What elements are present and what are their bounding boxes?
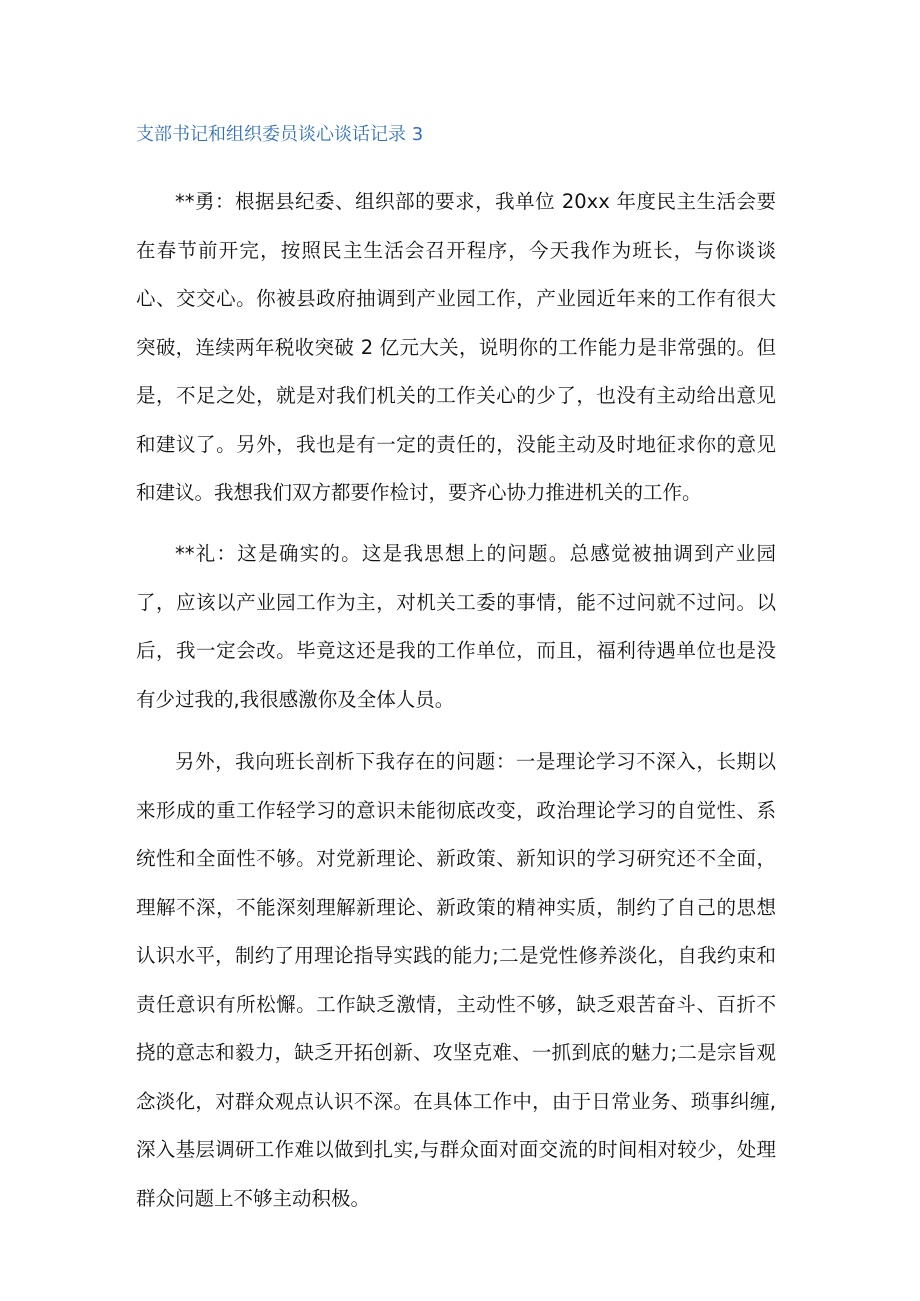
paragraph-li-response: **礼：这是确实的。这是我思想上的问题。总感觉被抽调到产业园了，应该以产业园工作为主，对机关工委的事情，能不过问就不过问。以后，我一定会改。毕竟这还是我的工作单位，而且，福利待遇单位也是没有少过我的,我很感激你及全体人员。	[136, 542, 776, 711]
paragraph-yong-statement: **勇：根据县纪委、组织部的要求，我单位 20xx 年度民主生活会要在春节前开完，按照民主生活会召开程序，今天我作为班长，与你谈谈心、交交心。你被县政府抽调到产业园工作，产业园近年来的工作有很大突破，连续两年税收突破 2 亿元大关，说明你的工作能力是非常强的。但是，不足之处，就是对我们机关的工作关心的少了，也没有主动给出意见和建议了。另外，我也是有一定的责任的，没能主动及时地征求你的意见和建议。我想我们双方都要作检讨，要齐心协力推进机关的工作。	[136, 190, 776, 504]
paragraph-self-analysis: 另外，我向班长剖析下我存在的问题：一是理论学习不深入，长期以来形成的重工作轻学习的意识未能彻底改变，政治理论学习的自觉性、系统性和全面性不够。对党新理论、新政策、新知识的学习研究还不全面，理解不深，不能深刻理解新理论、新政策的精神实质，制约了自己的思想认识水平，制约了用理论指导实践的能力;二是党性修养淡化，自我约束和责任意识有所松懈。工作缺乏激情，主动性不够，缺乏艰苦奋斗、百折不挠的意志和毅力，缺乏开拓创新、攻坚克难、一抓到底的魅力;二是宗旨观念淡化，对群众观点认识不深。在具体工作中，由于日常业务、琐事纠缠,深入基层调研工作难以做到扎实,与群众面对面交流的时间相对较少，处理群众问题上不够主动积极。	[136, 750, 776, 1210]
document-title: 支部书记和组织委员谈心谈话记录 3	[136, 124, 424, 145]
